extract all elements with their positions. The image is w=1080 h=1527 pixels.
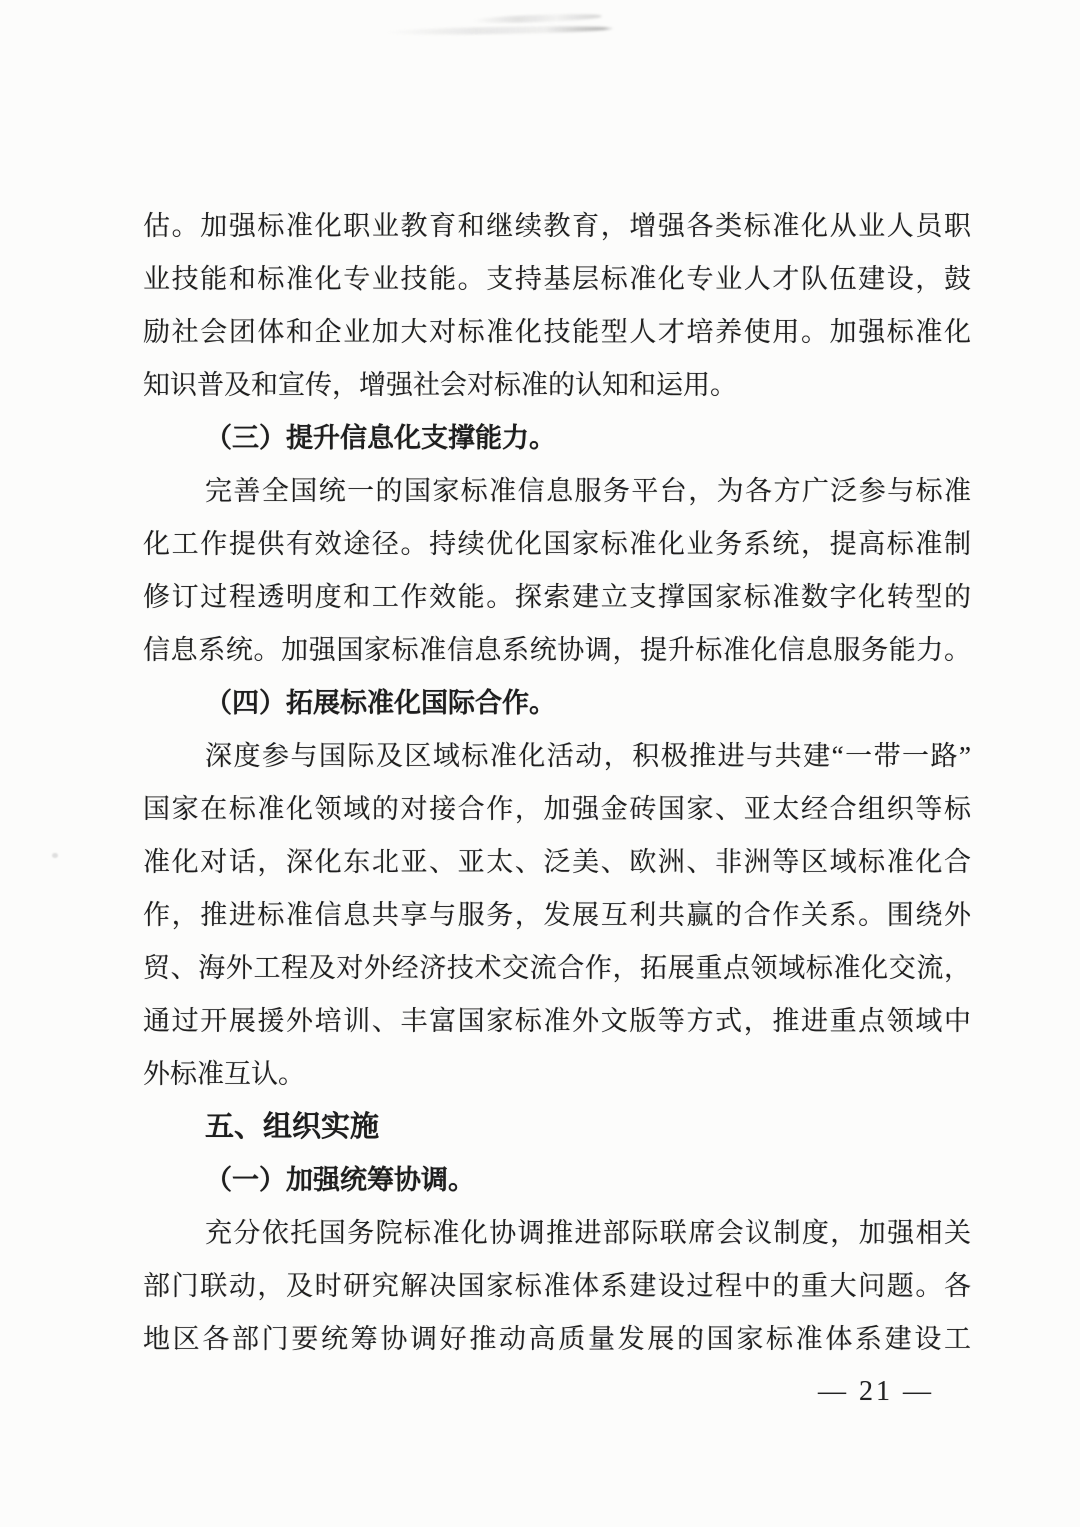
page-number: — 21 — [818,1376,934,1407]
text-line: （四）拓展标准化国际合作。 [205,688,556,718]
text-line: 信息系统。加强国家标准信息系统协调，提升标准化信息服务能力。 [143,635,971,665]
scan-speck-icon [52,853,58,858]
text-line: （一）加强统筹协调。 [205,1165,475,1195]
text-line: 估。加强标准化职业教育和继续教育，增强各类标准化从业人员职 [143,211,971,241]
text-line: 修订过程透明度和工作效能。探索建立支撑国家标准数字化转型的 [143,582,971,612]
text-line: 作，推进标准信息共享与服务，发展互利共赢的合作关系。围绕外 [143,900,971,930]
text-line: 知识普及和宣传，增强社会对标准的认知和运用。 [143,370,737,400]
text-line: 化工作提供有效途径。持续优化国家标准化业务系统，提高标准制 [143,529,971,559]
text-line: 五、组织实施 [205,1111,380,1143]
scan-smudge-icon [385,25,613,36]
text-line: 深度参与国际及区域标准化活动，积极推进与共建“一带一路” [205,741,971,771]
text-line: 部门联动，及时研究解决国家标准体系建设过程中的重大问题。各 [143,1271,971,1301]
text-line: 通过开展援外培训、丰富国家标准外文版等方式，推进重点领域中 [143,1006,971,1036]
text-line: 地区各部门要统筹协调好推动高质量发展的国家标准体系建设工 [143,1324,971,1354]
text-line: 励社会团体和企业加大对标准化技能型人才培养使用。加强标准化 [143,317,971,347]
document-text-block [143,200,971,1366]
text-line: 完善全国统一的国家标准信息服务平台，为各方广泛参与标准 [205,476,971,506]
text-line: 充分依托国务院标准化协调推进部际联席会议制度，加强相关 [205,1218,971,1248]
text-line: 国家在标准化领域的对接合作，加强金砖国家、亚太经合组织等标 [143,794,971,824]
scan-smudge-icon [472,13,602,25]
text-line: 准化对话，深化东北亚、亚太、泛美、欧洲、非洲等区域标准化合 [143,847,971,877]
text-line: 外标准互认。 [143,1059,305,1089]
text-line: 业技能和标准化专业技能。支持基层标准化专业人才队伍建设，鼓 [143,264,971,294]
text-line: 贸、海外工程及对外经济技术交流合作，拓展重点领域标准化交流， [143,953,971,983]
text-line: （三）提升信息化支撑能力。 [205,423,556,453]
